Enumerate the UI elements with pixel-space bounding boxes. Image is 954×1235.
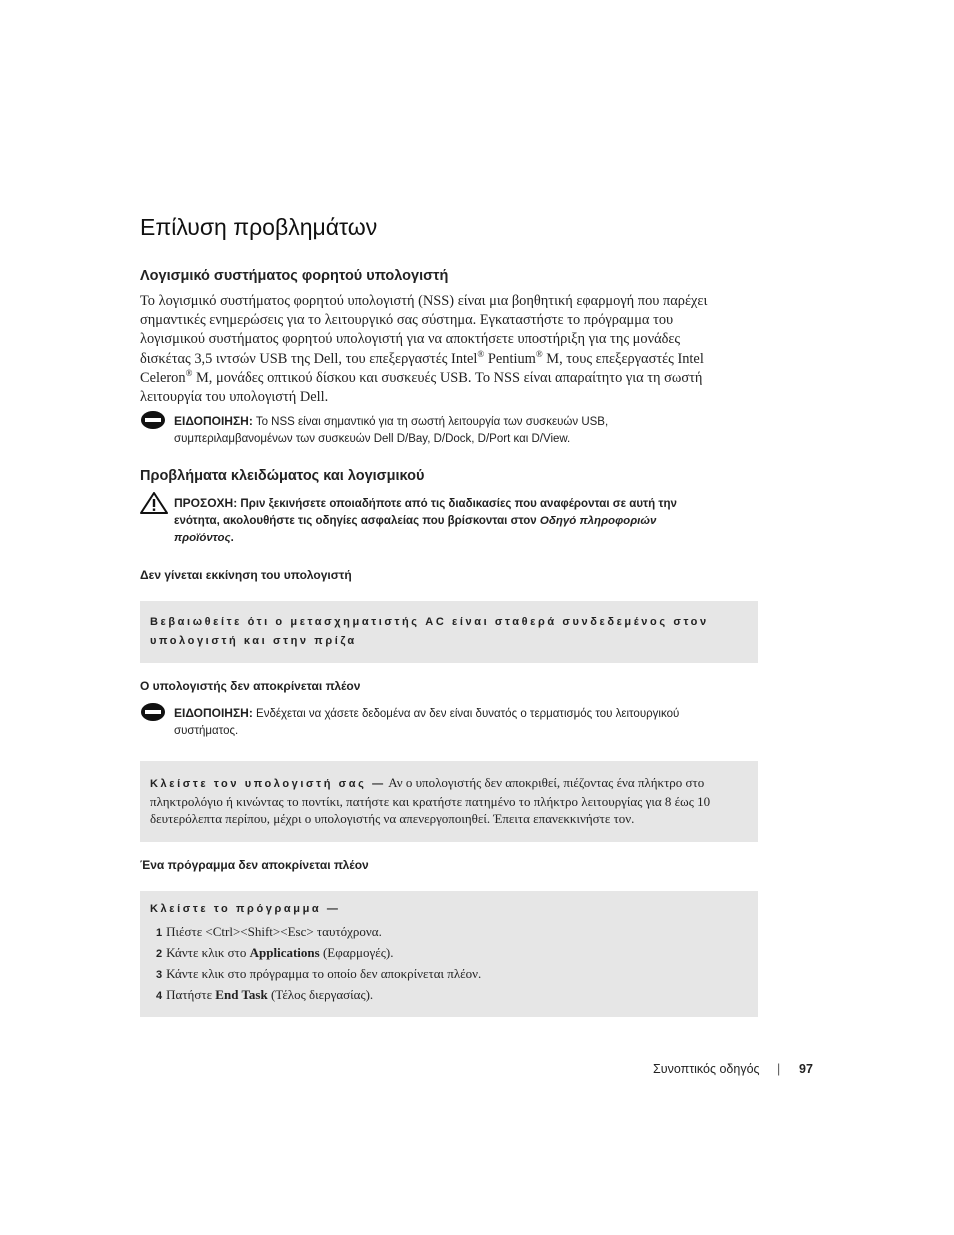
data-loss-note: ΕΙΔΟΠΟΙΗΣΗ: Ενδέχεται να χάσετε δεδομένα αν δεν είναι δυνατός ο τερματισμός του λειτουργικού συστήματος.: [174, 706, 680, 737]
list-item: 3 Κάντε κλικ στο πρόγραμμα το οποίο δεν αποκρίνεται πλέον.: [156, 966, 482, 981]
list-item: 4 Πατήστε End Task (Τέλος διεργασίας).: [156, 987, 374, 1002]
heading-no-boot: Δεν γίνεται εκκίνηση του υπολογιστή: [140, 568, 352, 582]
list-item: 1 Πιέστε <Ctrl><Shift><Esc> ταυτόχρονα.: [156, 924, 382, 939]
heading-program-not-responding: Ένα πρόγραμμα δεν αποκρίνεται πλέον: [140, 858, 369, 872]
nss-paragraph: Το λογισμικό συστήματος φορητού υπολογιστή (NSS) είναι μια βοηθητική εφαρμογή που παρέχει σημαντικές ενημερώσεις για το λειτουργικό σας σύστημα. Εγκαταστήστε το πρόγραμμα του λογισμικού συστήματος φορητού υπολογιστή για να αποκτήσετε υποστήριξη για της μονάδες δισκέτας 3,5 ιντσών USB της Dell, του επεξεργαστές Intel® Pentium® M, τους επεξεργαστές Intel Celeron® M, μονάδες οπτικού δίσκου και συσκευές USB. Το NSS είναι απαραίτητο για τη σωστή λειτουργία του υπολογιστή Dell.: [140, 293, 708, 406]
steps-list: [156, 922, 481, 1006]
page-title: Επίλυση προβλημάτων: [140, 214, 378, 240]
caution-triangle-icon: [140, 492, 166, 512]
no-boot-box: Βεβαιωθείτε ότι ο μετασχηματιστής AC είναι σταθερά συνδεδεμένος στον υπολογιστή και στην πρίζα: [140, 601, 758, 663]
section-heading-nss: Λογισμικό συστήματος φορητού υπολογιστή: [140, 268, 449, 284]
list-item: 2 Κάντε κλικ στο Applications (Εφαρμογές).: [156, 945, 394, 960]
caution-note: ΠΡΟΣΟΧΗ: Πριν ξεκινήσετε οποιαδήποτε από τις διαδικασίες που αναφέρονται σε αυτή την ενότητα, ακολουθήστε τις οδηγίες ασφαλείας που βρίσκονται στον Οδηγό πληροφοριών προϊόντος.: [174, 496, 677, 544]
nss-note: ΕΙΔΟΠΟΙΗΣΗ: Το NSS είναι σημαντικό για τη σωστή λειτουργία των συσκευών USB, συμπεριλαμβανομένων των συσκευών Dell D/Bay, D/Dock, D/Port και D/View.: [174, 414, 609, 445]
shutdown-box: Κλείστε τον υπολογιστή σας — Αν ο υπολογιστής δεν αποκριθεί, πιέζοντας ένα πλήκτρο στο πληκτρολόγιο ή κινώντας το ποντίκι, πατήστε και κρατήστε πατημένο το πλήκτρο λειτουργίας για 8 έως 10 δευτερόλεπτα περίπου, μέχρι ο υπολογιστής να απενεργοποιηθεί. Έπειτα επανεκκινήστε τον.: [140, 761, 758, 842]
footer-guide-title: Συνοπτικός οδηγός: [653, 1062, 760, 1076]
footer-separator: |: [777, 1062, 781, 1076]
note-circle-icon: [140, 410, 166, 430]
close-program-box: Κλείστε το πρόγραμμα — 1 Πιέστε <Ctrl><Shift><Esc> ταυτόχρονα. 2 Κάντε κλικ στο Applications (Εφαρμογές). 3 Κάντε κλικ στο πρόγραμμα το οποίο δεν αποκρίνεται πλέον. 4 Πατήστε End Task (Τέλος διεργασίας).: [140, 891, 758, 1017]
note-circle-icon: [140, 702, 166, 722]
section-heading-lockups: Προβλήματα κλειδώματος και λογισμικού: [140, 468, 425, 484]
page-number: 97: [799, 1062, 813, 1076]
heading-not-responding: Ο υπολογιστής δεν αποκρίνεται πλέον: [140, 679, 361, 693]
